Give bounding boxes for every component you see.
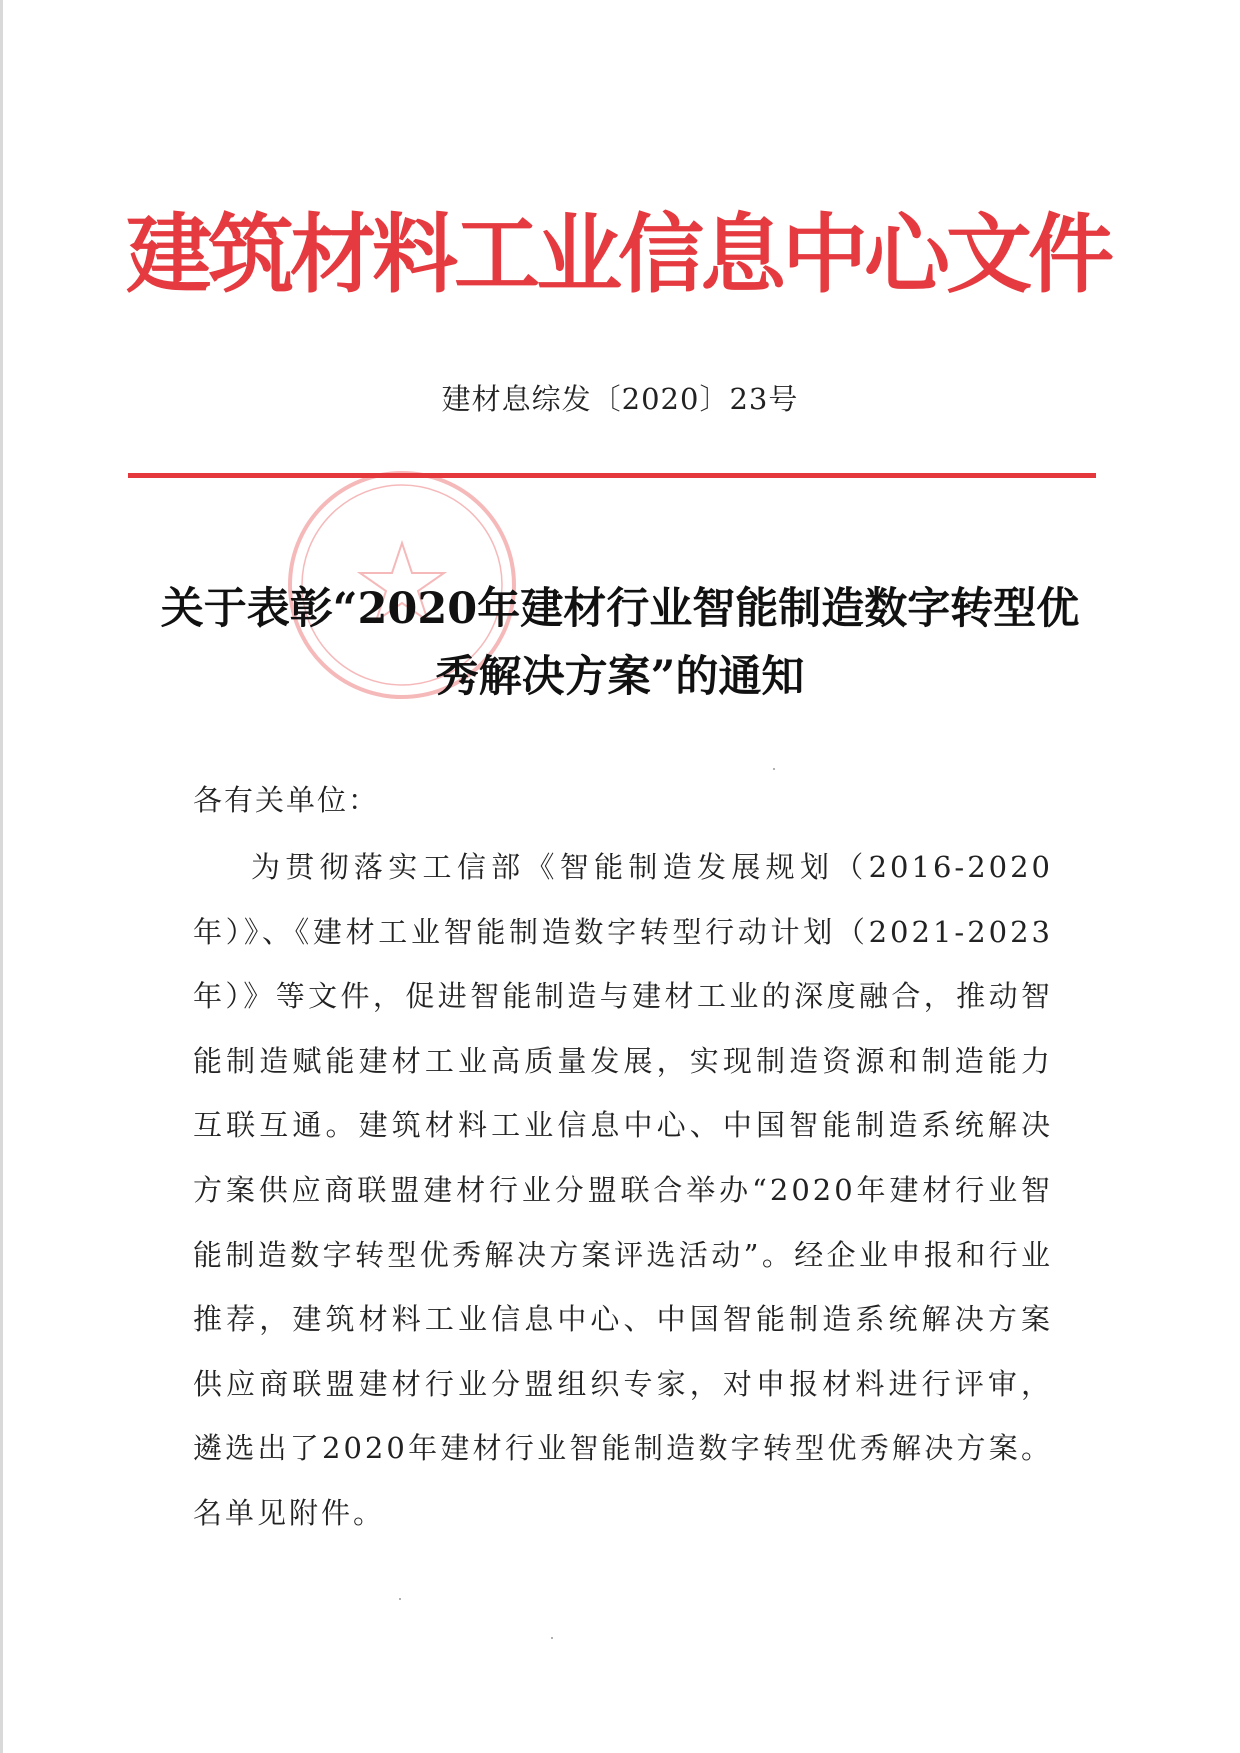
document-number: 建材息综发〔2020〕23号 bbox=[441, 382, 799, 416]
addressee: 各有关单位： bbox=[193, 783, 380, 817]
scan-speck bbox=[773, 768, 775, 770]
issuer-header-title: 建筑材料工业信息中心文件 bbox=[126, 205, 1110, 305]
scan-edge bbox=[0, 0, 3, 1753]
body-paragraph: 为贯彻落实工信部《智能制造发展规划（2016-2020年）》、《建材工业智能制造数字转型行动计划（2021-2023年）》等文件，促进智能制造与建材工业的深度融合，推动智能制造赋能建材工业高质量发展，实现制造资源和制造能力互联互通。建筑材料工业信息中心、中国智能制造系统解决方案供应商联盟建材行业分盟联合举办“2020年建材行业智能制造数字转型优秀解决方案评选活动”。经企业申报和行业推荐，建筑材料工业信息中心、中国智能制造系统解决方案供应商联盟建材行业分盟组织专家，对申报材料进行评审，遴选出了2020年建材行业智能制造数字转型优秀解决方案。名单见附件。 bbox=[193, 850, 1053, 1530]
scan-speck bbox=[399, 1598, 401, 1600]
notice-body bbox=[193, 835, 1053, 1546]
red-divider-line bbox=[128, 473, 1096, 478]
scan-speck bbox=[551, 1637, 553, 1639]
notice-title: 关于表彰“2020年建材行业智能制造数字转型优秀解决方案”的通知 bbox=[160, 584, 1080, 702]
